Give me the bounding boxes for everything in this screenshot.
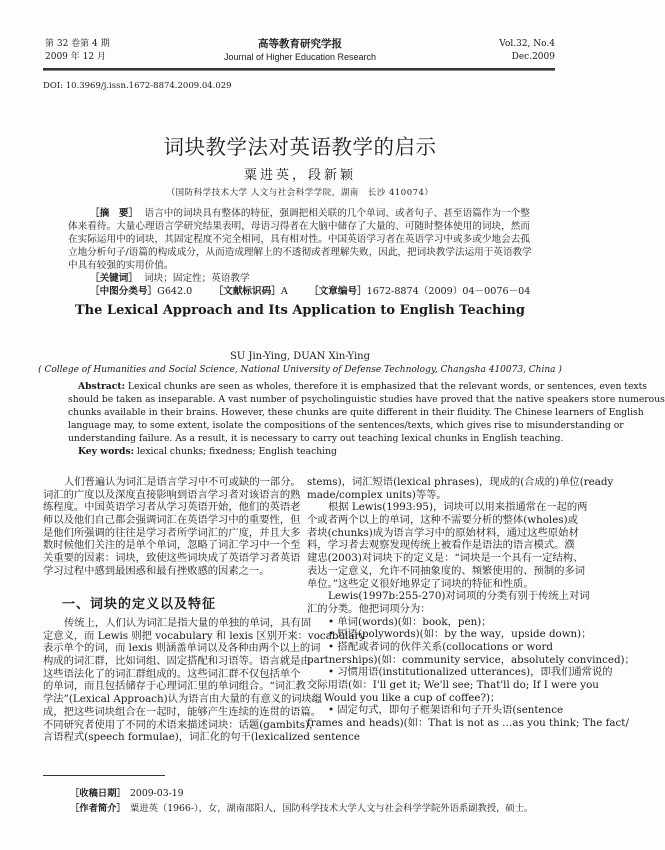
abstract-cn (68, 207, 530, 298)
abstract-text: 语言中的词块具有整体的特征，强调把相关联的几个单词、或者句子、甚至语篇作为一个整 (144, 208, 531, 219)
classification-row (68, 285, 530, 298)
abstract-cn-first-line (68, 207, 530, 220)
text-line: • 固定句式，即句子框架语和句子开头语(sentence (328, 704, 564, 717)
keywords-en-label: Key words: (78, 446, 135, 457)
text-line: 数时候他们关注的是单个单词，忽略了词汇学习中一个至 (43, 539, 301, 552)
text-line: understanding failure. As a result, it is necessary to carry out teaching lexical chunks in English teaching. (68, 433, 564, 444)
english-title: The Lexical Approach and Its Application to English Teaching (75, 303, 525, 318)
paragraph (307, 476, 614, 501)
journal-en: Journal of Higher Education Research (223, 52, 377, 62)
text-line: 单位。”这些定义很好地界定了词块的特征和性质。 (307, 577, 534, 590)
text-line: 词汇的广度以及深度直接影响到语言学习者对该语言的熟 (43, 488, 301, 501)
text-line: 料，学习者去观察发现传统上被看作是语法的语言模式。濮 (307, 539, 575, 552)
text-line: 成，把这些词块组合在一起时，能够产生连续的连贯的语篇。 (43, 705, 322, 718)
received-date: 2009-03-19 (130, 788, 184, 799)
text-line: should be taken as inseparable. A vast number of psycholinguistic studies have proved that the native speakers store numerous (68, 394, 665, 405)
text-line: 的单词，而且包括储存于心理词汇里的单词组合。“词汇教 (43, 680, 306, 693)
affiliation-cn: （国防科学技术大学 人文与社会科学学院，湖南 长沙 410074） (166, 188, 434, 198)
volume-en: Vol.32, No.4 (499, 39, 555, 49)
doc-code-value: A (280, 286, 288, 297)
footnote (70, 786, 533, 816)
keywords-label: ［关键词］ (90, 273, 138, 284)
text-line: 关重要的因素：词块，致使这些词块成了英语学习者英语 (43, 552, 301, 565)
text-line: 汇的分类。他把词项分为： (307, 602, 431, 615)
keywords-en (68, 445, 530, 458)
paragraph (307, 666, 613, 704)
bio-label: ［作者简介］ (70, 803, 126, 814)
text-line: stems)，词汇短语(lexical phrases)，现成的(合成的)单位(ready (307, 476, 614, 488)
english-authors: SU Jin-Ying, DUAN Xin-Ying (230, 351, 370, 362)
header-rule (43, 68, 555, 71)
text-line: 传统上，人们认为词汇是指大量的单独的单词，具有固 (64, 617, 312, 629)
text-line: 不同研究者使用了不同的术语来描述词块：话题(gambits)， (43, 718, 320, 731)
text-line: 者块(chunks)成为语言学习中的原始材料，通过这些原始材 (307, 526, 579, 539)
abstract-en-first-line (68, 380, 648, 393)
text-line: 体来看待。大量心理语言学研究结果表明，母语习得者在大脑中储存了大量的、可随时整体使用的词块，然而 (68, 221, 530, 232)
text-line: 师以及他们自己都会强调词汇在英语学习中的重要性，但 (43, 514, 301, 527)
right-column (307, 476, 635, 730)
text-line: 人们普遍认为词汇是语言学习中不可或缺的一部分。 (64, 476, 301, 488)
paragraph (307, 590, 590, 615)
doi: DOI: 10.3969/j.issn.1672-8874.2009.04.029 (43, 81, 232, 91)
text-line: language may, to some extent, isolate the compositions of the sentences/texts, which gives rise to misunderstanding or (68, 420, 624, 431)
paragraph (43, 476, 301, 578)
text-line: 交际用语(如：I'll get it; We'll see; That'll do; If I were you (307, 679, 599, 691)
text-line: partnerships)(如：community service，absolutely convinced)； (307, 653, 635, 666)
text-line: 建忠(2003)对词块下的定义是：“词块是一个具有一定结构、 (307, 552, 584, 565)
paragraph (307, 501, 588, 590)
doc-code-label: ［文献标识码］ (213, 286, 281, 297)
text-line: frames and heads)(如：That is not as …as you think; The fact/ (307, 717, 629, 730)
text-lines (68, 220, 530, 272)
text-line: 个或者两个以上的单词，这种不需要分析的整体(wholes)或 (307, 514, 578, 527)
journal-cn: 高等教育研究学报 (258, 38, 342, 50)
text-line: 学习过程中感到最困惑和最有挫败感的因素之一。 (43, 564, 270, 577)
paragraph (307, 628, 592, 641)
text-line: 言语程式(speech formulae)，词汇化的句干(lexicalized sentence (43, 731, 361, 744)
text-line: 表示单个的词，而 lexis 则涵盖单词以及各种由两个以上的词 (43, 642, 321, 655)
english-affiliation: ( College of Humanities and Social Science, National University of Defense Technology, Changsha 410073, China ) (38, 365, 562, 375)
author-bio-row (70, 801, 533, 816)
received-row (70, 786, 533, 801)
abstract-label: ［摘 要］ (90, 208, 139, 219)
text-lines (68, 393, 665, 445)
section-heading: 一、词块的定义以及特征 (62, 597, 217, 612)
text-line: 定意义，而 Lewis 则把 vocabulary 和 lexis 区别开来：vocabulary (43, 629, 366, 642)
left-column-intro (43, 476, 301, 578)
article-no-label: ［文章编号］ (309, 286, 367, 297)
text-line: Lewis(1997b:255-270)对词项的分类有别于传统上对词 (328, 590, 590, 603)
footnote-rule (43, 775, 165, 776)
text-line: 根据 Lewis(1993:95)，词块可以用来指通常在一起的两 (328, 501, 588, 514)
text-line: chunks available in their brains. However, these chunks are quite different in their fluidity. The Chinese learners of English (68, 407, 644, 418)
text-line: made/complex units)等等。 (307, 488, 447, 501)
date-cn: 2009 年 12 月 (45, 52, 106, 62)
keywords-value: 词块；固定性；英语教学 (144, 273, 250, 284)
text-line: 立地分析句子/语篇的构成成分，从而造成理解上的不透彻或者理解失败，因此，把词块教学法运用于英语教学 (68, 247, 532, 258)
text-line: …; Would you like a cup of coffee?)； (307, 691, 501, 704)
abstract-en (68, 380, 665, 458)
abstract-en-text: Lexical chunks are seen as wholes, therefore it is emphasized that the relevant words, or sentences, even texts (127, 381, 648, 392)
text-line: • 单词(words)(如：book，pen)； (328, 615, 492, 628)
text-line: 练程度。中国英语学习者从学习英语开始，他们的英语老 (43, 501, 301, 514)
author-bio: 粟进英（1966-），女，湖南邵阳人，国防科学技术大学人文与社会科学学院外语系副教授，硕士。 (130, 803, 534, 814)
authors-cn: 粟进英，段新颖 (243, 168, 356, 183)
clc-label: ［中图分类号］ (90, 286, 158, 297)
paragraph (43, 617, 366, 744)
paragraph (307, 640, 635, 666)
keywords-cn (68, 272, 530, 285)
text-line: 学法”(Lexical Approach)认为语言由大量的有意义的词块组 (43, 693, 323, 706)
volume-cn: 第 32 卷第 4 期 (45, 39, 110, 49)
received-label: ［收稿日期］ (70, 788, 126, 799)
page-title: 词块教学法对英语教学的启示 (163, 135, 437, 159)
left-column-section (43, 617, 366, 744)
volume-info (499, 38, 555, 64)
paragraph (307, 616, 553, 629)
abstract-en-label: Abstract: (78, 381, 125, 392)
text-line: • 习惯用语(institutionalized utterances)，即我们通常说的 (328, 666, 613, 679)
text-line: • 短语(polywords)(如：by the way，upside down)； (328, 628, 592, 641)
text-line: 是他们所强调的往往是学习者所学词汇的广度，并且大多 (43, 526, 301, 539)
clc-value: G642.0 (157, 286, 193, 297)
text-line: 表达一定意义，允许不同抽象度的、频繁使用的、预制的多词 (307, 564, 586, 577)
date-en: Dec.2009 (511, 52, 555, 62)
text-line: • 搭配或者词的伙伴关系(collocations or word (328, 640, 553, 653)
paragraph (307, 704, 629, 730)
text-line: 中具有较强的实用价值。 (68, 260, 174, 271)
keywords-en-value: lexical chunks; fixedness; English teaching (136, 446, 337, 457)
article-no-value: 1672-8874（2009）04－0076－04 (366, 286, 531, 297)
text-line: 这些语法化了的词汇群组成的。这些词汇群不仅包括单个 (43, 667, 301, 680)
text-line: 在实际运用中的词块，其固定程度不完全相同，具有相对性。中国英语学习者在英语学习中或多或少地会去孤 (68, 234, 530, 245)
text-line: 构成的词汇群，比如词组、固定搭配和习语等。语言就是由 (43, 655, 311, 668)
